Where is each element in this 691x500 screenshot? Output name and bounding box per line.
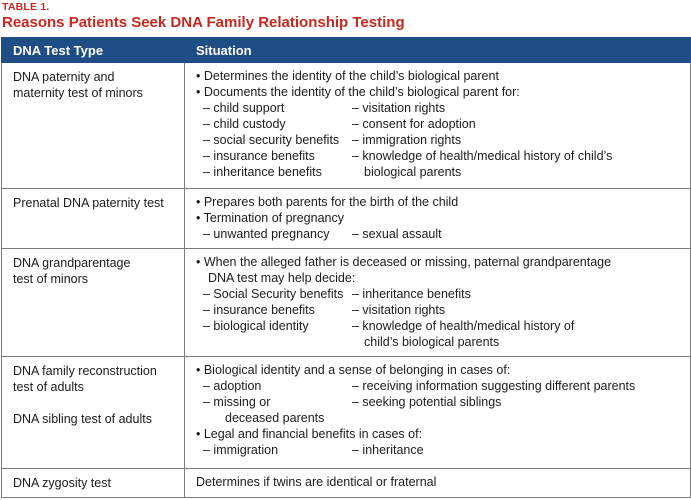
table-row <box>2 469 691 498</box>
test-type-cell <box>2 189 185 249</box>
table-row <box>2 357 691 469</box>
bullet-item: • When the alleged father is deceased or missing, paternal grandparentage <box>196 255 612 269</box>
situation-text: Determines if twins are identical or fraternal <box>196 475 437 489</box>
sub-item-left: – child support <box>203 101 285 115</box>
test-type-line: DNA family reconstruction <box>13 364 157 378</box>
table-header-row <box>2 38 691 63</box>
sub-item-left: – biological identity <box>203 319 309 333</box>
sub-item-row <box>196 116 684 132</box>
sub-item-left: – missing or <box>203 395 271 409</box>
sub-item-left: deceased parents <box>225 411 325 425</box>
sub-item-left: – Social Security benefits <box>203 287 344 301</box>
sub-item-right: – inheritance <box>352 443 424 457</box>
sub-item-left: – child custody <box>203 117 286 131</box>
table-title: Reasons Patients Seek DNA Family Relationship Testing <box>2 14 405 31</box>
situation-cell <box>185 63 691 189</box>
sub-item-row <box>196 132 684 148</box>
test-type-line: DNA paternity and <box>13 70 115 84</box>
sub-item-row <box>196 226 684 242</box>
sub-item-right: biological parents <box>364 165 462 179</box>
situation-cell <box>185 249 691 357</box>
test-type-line: test of minors <box>13 272 89 286</box>
sub-item-row <box>196 286 684 302</box>
table-row <box>2 189 691 249</box>
situation-cell <box>185 357 691 469</box>
sub-item-left: – inheritance benefits <box>203 165 322 179</box>
sub-item-right: – knowledge of health/medical history of child’s <box>352 149 613 163</box>
sub-item-right: – inheritance benefits <box>352 287 471 301</box>
sub-item-row <box>196 148 684 164</box>
test-type-line: maternity test of minors <box>13 86 143 100</box>
test-type-line: Prenatal DNA paternity test <box>13 196 164 210</box>
test-type-cell <box>2 469 185 498</box>
bullet-item: • Termination of pregnancy <box>196 211 344 225</box>
sub-item-left: – unwanted pregnancy <box>203 227 330 241</box>
sub-item-row <box>196 410 684 426</box>
situation-cell <box>185 189 691 249</box>
sub-item-right: – knowledge of health/medical history of <box>352 319 575 333</box>
sub-item-row <box>196 334 684 350</box>
sub-item-right: – visitation rights <box>352 101 446 115</box>
table-label: TABLE 1. <box>2 1 50 13</box>
sub-item-right: – sexual assault <box>352 227 442 241</box>
test-type-line: test of adults <box>13 380 84 394</box>
sub-item-left: – insurance benefits <box>203 303 315 317</box>
sub-item-left: – social security benefits <box>203 133 340 147</box>
sub-item-row <box>196 164 684 180</box>
relationship-testing-table <box>1 37 691 498</box>
sub-item-row <box>196 100 684 116</box>
bullet-item: • Biological identity and a sense of belonging in cases of: <box>196 363 511 377</box>
sub-item-row <box>196 442 684 458</box>
table-caption <box>0 0 691 37</box>
sub-item-left: – immigration <box>203 443 279 457</box>
sub-item-right <box>374 410 684 426</box>
sub-item-left: – insurance benefits <box>203 149 315 163</box>
test-type-line: DNA grandparentage <box>13 256 131 270</box>
bullet-item-continued: DNA test may help decide: <box>208 271 356 285</box>
bullet-item: • Prepares both parents for the birth of the child <box>196 195 459 209</box>
test-type-cell <box>2 357 185 469</box>
header-test-type: DNA Test Type <box>2 38 185 63</box>
sub-item-row <box>196 394 684 410</box>
test-type-line: DNA sibling test of adults <box>13 412 152 426</box>
sub-item-row <box>196 302 684 318</box>
test-type-cell <box>2 249 185 357</box>
bullet-item: • Legal and financial benefits in cases of: <box>196 427 423 441</box>
table-row <box>2 249 691 357</box>
table-row <box>2 63 691 189</box>
bullet-item: • Determines the identity of the child’s biological parent <box>196 69 499 83</box>
bullet-item: • Documents the identity of the child’s biological parent for: <box>196 85 520 99</box>
sub-item-right: child’s biological parents <box>364 335 500 349</box>
situation-cell <box>185 469 691 498</box>
test-type-cell <box>2 63 185 189</box>
test-type-line: DNA zygosity test <box>13 476 111 490</box>
header-situation: Situation <box>185 38 691 63</box>
sub-item-left <box>196 334 352 350</box>
sub-item-left: – adoption <box>203 379 262 393</box>
sub-item-right: – seeking potential siblings <box>352 395 502 409</box>
sub-item-right: – receiving information suggesting different parents <box>352 379 636 393</box>
sub-item-row <box>196 378 684 394</box>
sub-item-row <box>196 318 684 334</box>
sub-item-right: – consent for adoption <box>352 117 476 131</box>
sub-item-right: – visitation rights <box>352 303 446 317</box>
sub-item-right: – immigration rights <box>352 133 462 147</box>
